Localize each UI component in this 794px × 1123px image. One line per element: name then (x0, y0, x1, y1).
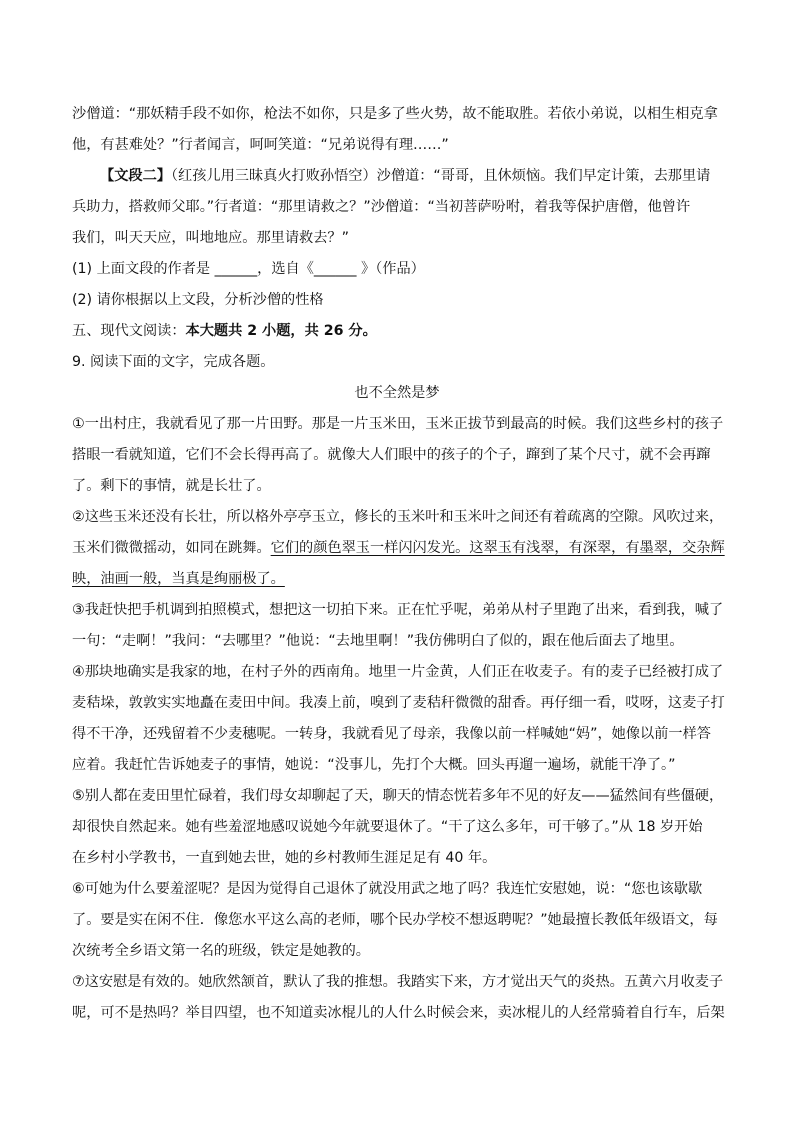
essay-p2-line-2 (72, 538, 732, 558)
essay-p1-line-1: ①一出村庄，我就看见了那一片田野。那是一片玉米田，玉米正拔节到最高的时候。我们这些乡村的孩子 (72, 416, 724, 432)
question-2: (2) 请你根据以上文段，分析沙僧的性格 (72, 292, 324, 308)
section-5-heading (72, 321, 732, 341)
passage-b-line-2: 兵助力，搭救师父耶。”行者道：“那里请救之？”沙僧道：“当初菩萨吩咐，着我等保护唐僧，他曾许 (72, 199, 691, 215)
question-1: (1) 上面文段的作者是 ______，选自《______ 》（作品） (72, 261, 425, 277)
essay-p7-line-2: 呢，可不是热吗？举目四望，也不知道卖冰棍儿的人什么时候会来，卖冰棍儿的人经常骑着自行车，后架 (72, 1005, 725, 1021)
essay-p1-line-2: 搭眼一看就知道，它们不会长得再高了。就像大人们眼中的孩子的个子，蹿到了某个尺寸，就不会再蹿 (72, 447, 711, 463)
essay-p2-line-2-plain: 玉米们微微摇动，如同在跳舞。 (72, 540, 271, 556)
section-5-prefix: 五、现代文阅读： (72, 323, 186, 339)
essay-p6-line-1: ⑥可她为什么要羞涩呢？是因为觉得自己退休了就没用武之地了吗？我连忙安慰她，说：“您也该歇歇 (72, 881, 703, 897)
passage-b-line-1 (100, 166, 732, 186)
essay-p3-line-1: ③我赶快把手机调到拍照模式，想把这一切拍下来。正在忙乎呢，弟弟从村子里跑了出来，看到我，喊了 (72, 602, 724, 618)
passage-a-line-2: 他，有甚难处？”行者闻言，呵呵笑道：“兄弟说得有理……” (72, 137, 449, 153)
essay-p5-line-1: ⑤别人都在麦田里忙碌着，我们母女却聊起了天，聊天的情态恍若多年不见的好友——猛然间有些僵硬， (72, 788, 724, 804)
essay-p2-underlined-sentence: 它们的颜色翠玉一样闪闪发光。这翠玉有浅翠，有深翠，有墨翠，交杂辉 (270, 540, 725, 556)
essay-p6-line-3: 次统考全乡语文第一名的班级，铁定是她教的。 (72, 943, 370, 959)
passage-b-line-3: 我们，叫天天应，叫地地应。那里请救去？” (72, 230, 349, 246)
essay-p1-line-3: 了。剩下的事情，就是长壮了。 (72, 478, 271, 494)
passage-b-line-1-text: （红孩儿用三昧真火打败孙悟空）沙僧道：“哥哥，且休烦恼。我们早定计策，去那里请 (170, 168, 711, 184)
essay-p2-line-3 (72, 569, 732, 589)
essay-p6-line-2: 了。要是实在闲不住．像您水平这么高的老师，哪个民办学校不想返聘呢？”她最擅长教低年级语文，每 (72, 912, 718, 928)
essay-p4-line-3: 得不干净，还残留着不少麦穗呢。一转身，我就看见了母亲，我像以前一样喊她“妈”，她像以前一样答 (72, 726, 711, 742)
essay-p5-line-2: 却很快自然起来。她有些羞涩地感叹说她今年就要退休了。“干了这么多年，可干够了。”从 18 岁开始 (72, 819, 703, 835)
essay-p3-line-2: 一句：“走啊！”我问：“去哪里？”他说：“去地里啊！”我仿佛明白了似的，跟在他后面去了地里。 (72, 633, 684, 649)
essay-title: 也不全然是梦 (354, 385, 440, 401)
essay-p4-line-4: 应着。我赶忙告诉她麦子的事情，她说：“没事儿，先打个大概。回头再遛一遍场，就能干净了。” (72, 757, 676, 773)
question-9: 9. 阅读下面的文字，完成各题。 (72, 354, 275, 370)
essay-p4-line-1: ④那块地确实是我家的地，在村子外的西南角。地里一片金黄，人们正在收麦子。有的麦子已经被打成了 (72, 664, 724, 680)
section-5-info: 本大题共 2 小题，共 26 分。 (185, 323, 377, 339)
passage-b-label: 【文段二】 (100, 168, 171, 184)
essay-p5-line-3: 在乡村小学教书，一直到她去世，她的乡村教师生涯足足有 40 年。 (72, 850, 497, 866)
essay-p2-underlined-sentence-end: 映，油画一般，当真是绚丽极了。 (72, 571, 285, 587)
essay-p4-line-2: 麦秸垛，敦敦实实地矗在麦田中间。我凑上前，嗅到了麦秸秆微微的甜香。再仔细一看，哎呀，这麦子打 (72, 695, 725, 711)
essay-p2-line-1: ②这些玉米还没有长壮，所以格外亭亭玉立，修长的玉米叶和玉米叶之间还有着疏离的空隙。风吹过来， (72, 509, 724, 525)
essay-p7-line-1: ⑦这安慰是有效的。她欣然颔首，默认了我的推想。我踏实下来，方才觉出天气的炎热。五黄六月收麦子 (72, 974, 724, 990)
passage-a-line-1: 沙僧道：“那妖精手段不如你，枪法不如你，只是多了些火势，故不能取胜。若依小弟说，以相生相克拿 (72, 106, 718, 122)
